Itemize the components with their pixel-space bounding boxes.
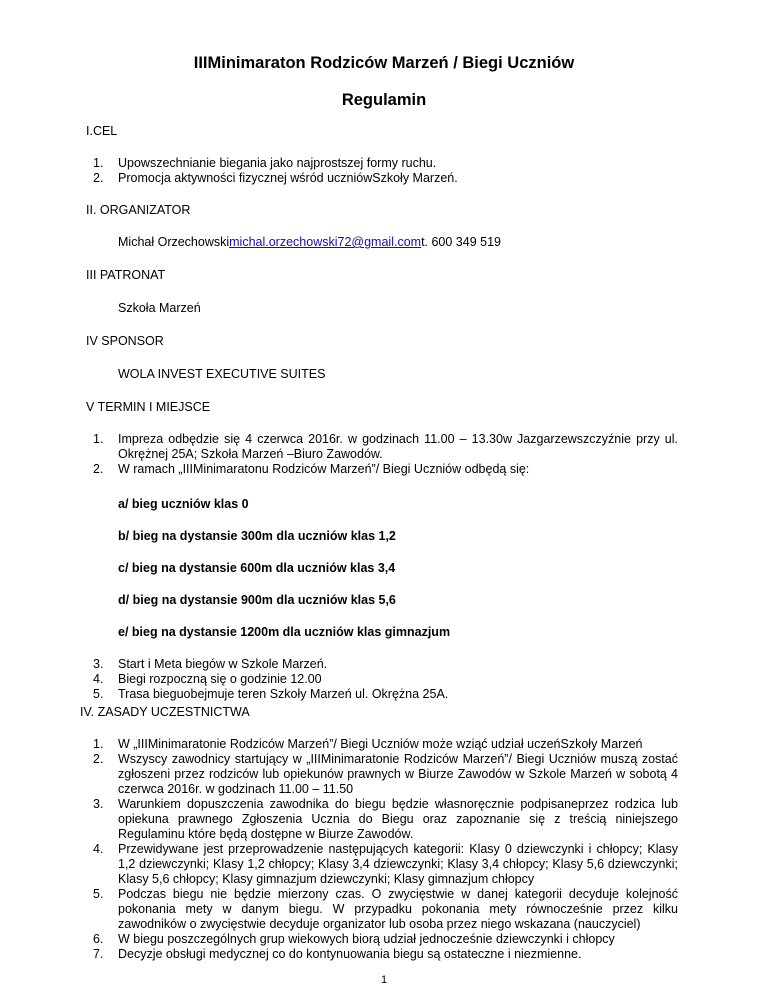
organizer-name: Michał Orzechowski bbox=[118, 235, 230, 249]
list-text: Przewidywane jest przeprowadzenie następujących kategorii: Klasy 0 dziewczynki i chłopcy; Klasy 1,2 dziewczynki; Klasy 1,2 chłopcy; Klasy 3,4 dziewczynki; Klasy 3,4 chłopcy; Klasy 5,6 dziewczynki; Klasy 5,6 chłopcy; Klasy gimnazjum dziewczynki; Klasy gimnazjum chłopcy bbox=[118, 842, 678, 886]
list-text: Impreza odbędzie się 4 czerwca 2016r. w godzinach 11.00 – 13.30w Jazgarzewszczyźnie przy ul. Okrężnej 25A; Szkoła Marzeń –Biuro Zawodów. bbox=[118, 432, 678, 461]
list-text: W „IIIMinimaratonie Rodziców Marzeń”/ Biegi Uczniów może wziąć udział uczeńSzkoły Marzeń bbox=[118, 737, 643, 751]
list-number: 5. bbox=[93, 687, 104, 701]
section-heading-sponsor: IV SPONSOR bbox=[86, 334, 164, 348]
list-number: 2. bbox=[93, 171, 104, 185]
list-item bbox=[93, 156, 678, 171]
list-number: 1. bbox=[93, 737, 104, 751]
list-text: Podczas biegu nie będzie mierzony czas. O zwycięstwie w danej kategorii decyduje kolejność pokonania mety w danym biegu. W przypadku pokonania mety równocześnie przez kilku zawodników o zwycięstwie decyduje organizator lub osoba przez niego wskazana (nauczyciel) bbox=[118, 887, 678, 931]
race-item: a/ bieg uczniów klas 0 bbox=[118, 497, 249, 511]
list-item bbox=[93, 432, 678, 462]
sponsor-text: WOLA INVEST EXECUTIVE SUITES bbox=[118, 367, 326, 381]
list-item bbox=[93, 462, 678, 477]
list-text: W ramach „IIIMinimaratonu Rodziców Marzeń”/ Biegi Uczniów odbędą się: bbox=[118, 462, 530, 476]
termin-list-a bbox=[93, 432, 678, 477]
list-item bbox=[93, 657, 678, 672]
list-text: Biegi rozpoczną się o godzinie 12.00 bbox=[118, 672, 322, 686]
section-heading-termin: V TERMIN I MIEJSCE bbox=[86, 400, 211, 414]
race-item: d/ bieg na dystansie 900m dla uczniów klas 5,6 bbox=[118, 593, 396, 607]
list-number: 4. bbox=[93, 842, 104, 856]
organizer-phone: t. 600 349 519 bbox=[421, 235, 501, 249]
list-number: 6. bbox=[93, 932, 104, 946]
document-title: IIIMinimaraton Rodziców Marzeń / Biegi Uczniów bbox=[193, 54, 575, 72]
list-number: 1. bbox=[93, 156, 104, 170]
page-number: 1 bbox=[380, 974, 388, 986]
list-text: Promocja aktywności fizycznej wśród uczniówSzkoły Marzeń. bbox=[118, 171, 458, 185]
list-number: 5. bbox=[93, 887, 104, 901]
list-item bbox=[93, 842, 678, 887]
list-number: 3. bbox=[93, 657, 104, 671]
organizer-line bbox=[118, 235, 501, 250]
list-item bbox=[93, 947, 678, 962]
section-heading-cel: I.CEL bbox=[86, 124, 118, 138]
organizer-email-link[interactable]: michal.orzechowski72@gmail.com bbox=[229, 235, 422, 249]
list-number: 3. bbox=[93, 797, 104, 811]
list-item bbox=[93, 687, 678, 702]
race-item: b/ bieg na dystansie 300m dla uczniów klas 1,2 bbox=[118, 529, 396, 543]
list-text: Decyzje obsługi medycznej co do kontynuowania biegu są ostateczne i niezmienne. bbox=[118, 947, 582, 961]
race-item: e/ bieg na dystansie 1200m dla uczniów klas gimnazjum bbox=[118, 625, 451, 639]
section-heading-organizator: II. ORGANIZATOR bbox=[86, 203, 191, 217]
list-item bbox=[93, 737, 678, 752]
cel-list bbox=[93, 156, 678, 186]
list-number: 7. bbox=[93, 947, 104, 961]
list-number: 2. bbox=[93, 752, 104, 766]
list-item bbox=[93, 171, 678, 186]
list-text: W biegu poszczególnych grup wiekowych biorą udział jednocześnie dziewczynki i chłopcy bbox=[118, 932, 615, 946]
list-item bbox=[93, 797, 678, 842]
list-item bbox=[93, 887, 678, 932]
section-heading-patronat: III PATRONAT bbox=[86, 268, 166, 282]
document-subtitle: Regulamin bbox=[341, 91, 427, 109]
termin-list-b bbox=[93, 657, 678, 702]
list-text: Warunkiem dopuszczenia zawodnika do biegu będzie własnoręcznie podpisaneprzez rodzica lub opiekuna prawnego Zgłoszenia Ucznia do Biegu oraz zapoznanie się z treścią niniejszego Regulaminu które będą dostępne w Biurze Zawodów. bbox=[118, 797, 678, 841]
list-number: 4. bbox=[93, 672, 104, 686]
zasady-list bbox=[93, 737, 678, 962]
list-number: 1. bbox=[93, 432, 104, 446]
list-item bbox=[93, 932, 678, 947]
list-text: Wszyscy zawodnicy startujący w „IIIMinimaratonie Rodziców Marzeń”/ Biegi Uczniów muszą zostać zgłoszeni przez rodziców lub opiekunów prawnych w Biurze Zawodów w Szkole Marzeń w sobotą 4 czerwca 2016r. w godzinach 11.00 – 11.50 bbox=[118, 752, 678, 796]
list-text: Upowszechnianie biegania jako najprostszej formy ruchu. bbox=[118, 156, 437, 170]
list-text: Start i Meta biegów w Szkole Marzeń. bbox=[118, 657, 328, 671]
list-text: Trasa bieguobejmuje teren Szkoły Marzeń ul. Okrężna 25A. bbox=[118, 687, 449, 701]
list-number: 2. bbox=[93, 462, 104, 476]
list-item bbox=[93, 752, 678, 797]
race-item: c/ bieg na dystansie 600m dla uczniów klas 3,4 bbox=[118, 561, 396, 575]
patronat-text: Szkoła Marzeń bbox=[118, 301, 201, 315]
list-item bbox=[93, 672, 678, 687]
section-heading-zasady: IV. ZASADY UCZESTNICTWA bbox=[80, 705, 250, 719]
